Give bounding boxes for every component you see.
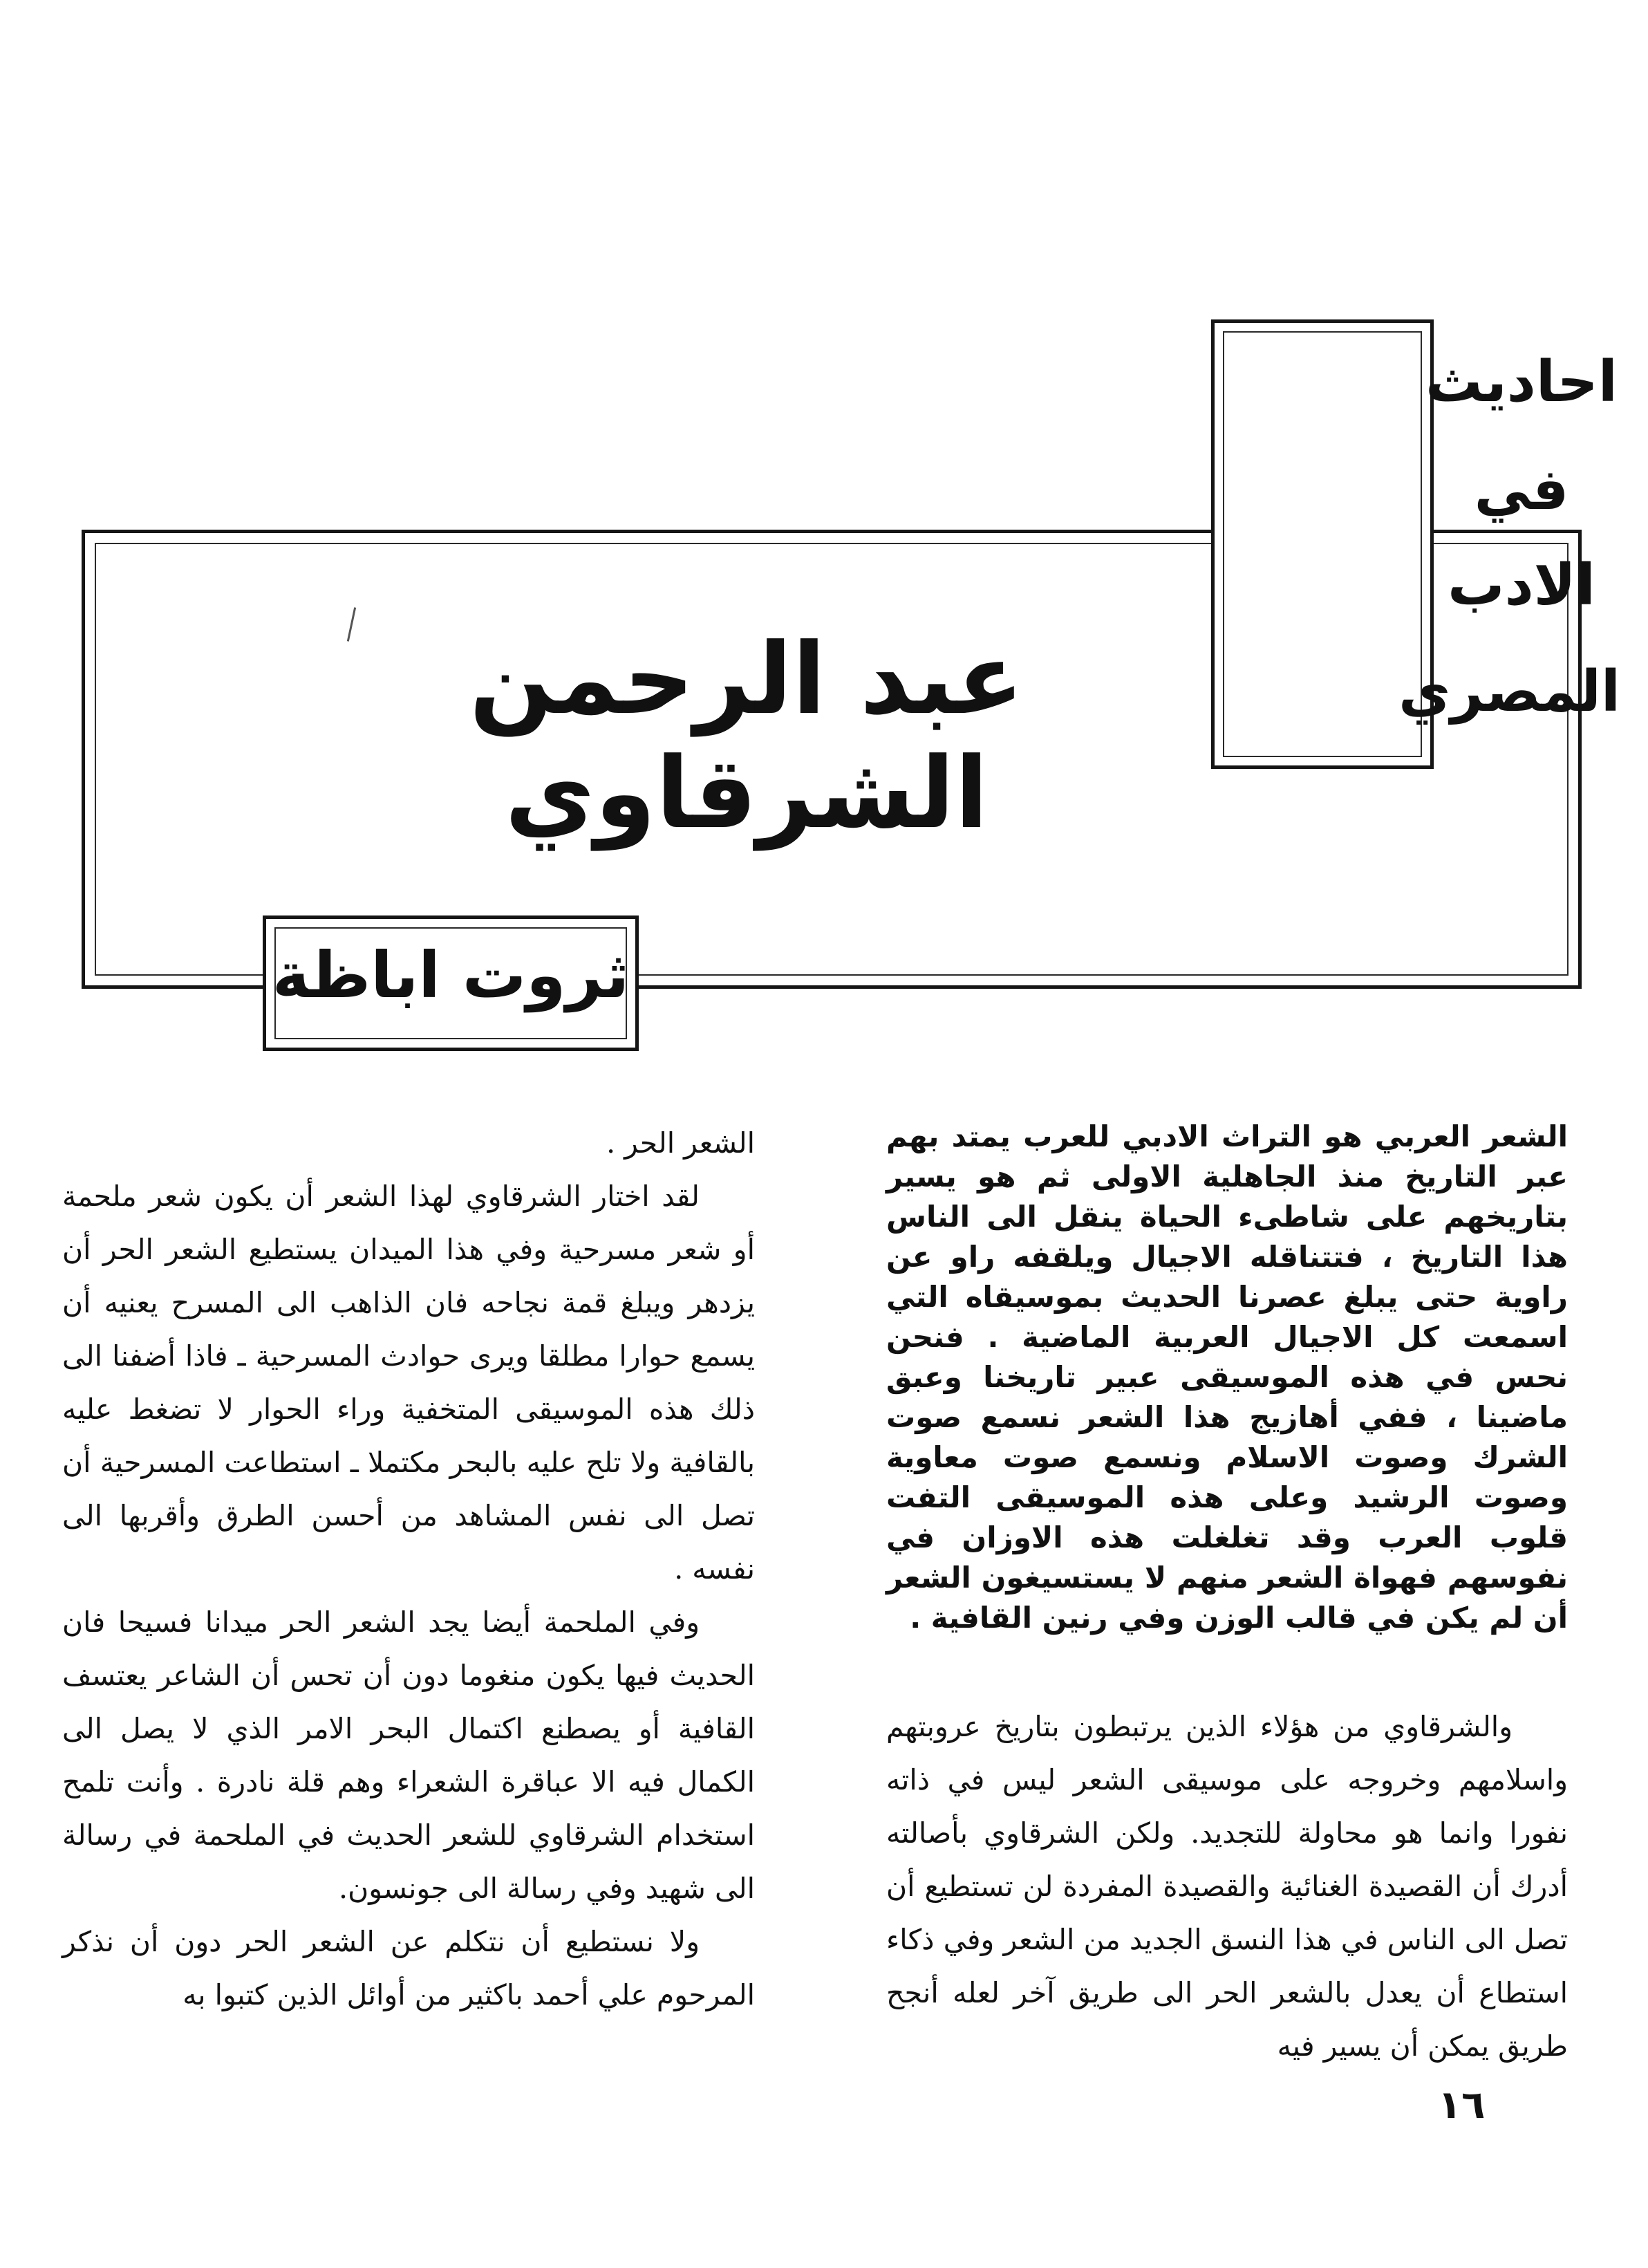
author-name: ثروت اباظة: [272, 938, 630, 1012]
page-number: ١٦: [1438, 2083, 1486, 2128]
left-column: [62, 1117, 755, 2022]
series-line-2: في: [1474, 457, 1569, 523]
series-line-3: الادب: [1448, 552, 1595, 618]
body-paragraph: ولا نستطيع أن نتكلم عن الشعر الحر دون أن نذكر المرحوم علي أحمد باكثير من أوائل الذين كتبوا به: [62, 1925, 755, 2011]
series-line-1: احاديث: [1425, 349, 1618, 415]
body-paragraph: لقد اختار الشرقاوي لهذا الشعر أن يكون شعر ملحمة أو شعر مسرحية وفي هذا الميدان يستطيع الشعر الحر أن يزدهر ويبلغ قمة نجاحه فان الذاهب الى المسرح يعنيه أن يسمع حوارا مطلقا ويرى حوادث المسرحية ـ فاذا أضفنا الى ذلك هذه الموسيقى المتخفية وراء الحوار لا تضغط عليه بالقافية ولا تلح عليه بالبحر مكتملا ـ استطاعت المسرحية أن تصل الى نفس المشاهد من أحسن الطرق وأقربها الى نفسه .: [62, 1180, 755, 1586]
body-paragraph: وفي الملحمة أيضا يجد الشعر الحر ميدانا فسيحا فان الحديث فيها يكون منغوما دون أن تحس أن الشاعر يعتسف القافية أو يصطنع اكتمال البحر الامر الذي لا يصل الى الكمال فيه الا عباقرة الشعراء وهم قلة نادرة . وأنت تلمح استخدام الشرقاوي للشعر الحديث في الملحمة في رسالة الى شهيد وفي رسالة الى جونسون.: [62, 1606, 755, 1905]
article-title: عبد الرحمن الشرقاوي: [469, 622, 1024, 850]
author-box: [263, 915, 639, 1051]
body-paragraph: والشرقاوي من هؤلاء الذين يرتبطون بتاريخ عروبتهم واسلامهم وخروجه على موسيقى الشعر ليس في ذاته نفورا وانما هو محاولة للتجديد. ولكن الشرقاوي بأصالته أدرك أن القصيدة الغنائية والقصيدة المفردة لن تستطيع أن تصل الى الناس في هذا النسق الجديد من الشعر وفي ذكاء استطاع أن يعدل بالشعر الحر الى طريق آخر لعله أنجح طريق يمكن أن يسير فيه: [886, 1710, 1568, 2063]
right-column: [886, 1117, 1568, 2073]
series-line-4: المصري: [1398, 659, 1620, 725]
paragraph-gap: [886, 1638, 1568, 1700]
intro-paragraph: الشعر العربي هو التراث الادبي للعرب يمتد بهم عبر التاريخ منذ الجاهلية الاولى ثم هو يسير بتاريخهم على شاطىء الحياة ينقل الى الناس هذا التاريخ ، فتتناقله الاجيال ويلقفه راو عن راوية حتى يبلغ عصرنا الحديث بموسيقاه التي اسمعت كل الاجيال العربية الماضية . فنحن نحس في هذه الموسيقى عبير تاريخنا وعبق ماضينا ، ففي أهازيج هذا الشعر نسمع صوت الشرك وصوت الاسلام ونسمع صوت معاوية وصوت الرشيد وعلى هذه الموسيقى التفت قلوب العرب وقد تغلغلت هذه الاوزان في نفوسهم فهواة الشعر منهم لا يستسيغون الشعر أن لم يكن في قالب الوزن وفي رنين القافية .: [886, 1119, 1568, 1635]
body-paragraph: الشعر الحر .: [606, 1126, 755, 1160]
